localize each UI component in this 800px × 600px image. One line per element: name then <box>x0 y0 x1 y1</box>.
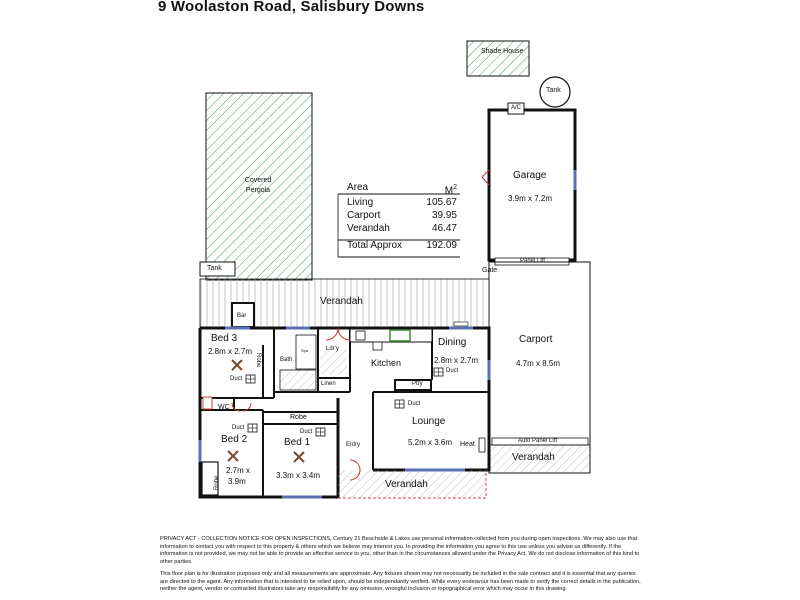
area-header-label: Area <box>347 182 369 193</box>
duct-bed2-label: Duct <box>232 425 245 431</box>
lounge-label: Lounge <box>412 416 446 427</box>
gate-label: Gate <box>482 267 498 274</box>
duct-bed3-label: Duct <box>230 376 243 382</box>
verandah-right-label: Verandah <box>512 452 555 463</box>
bed3-label: Bed 3 <box>211 333 238 344</box>
area-table-header <box>347 180 457 196</box>
laundry-tub <box>320 350 348 375</box>
bar-label: Bar <box>237 313 247 319</box>
bed2-dims-1: 2.7m x <box>226 466 251 475</box>
ldry-label: Ldr'y <box>326 346 339 352</box>
page-title: 9 Woolaston Road, Salisbury Downs <box>158 0 425 15</box>
heat-label: Heat <box>460 441 475 448</box>
robe-bed1-label: Robe <box>290 414 307 421</box>
area-row-verandah: Verandah 46.47 <box>347 223 457 234</box>
area-row-total: Total Approx 192.09 <box>347 240 457 251</box>
entry-label: Entry <box>346 442 361 448</box>
robe-bed3-label: Robe <box>255 353 261 368</box>
auto-panel-lift-label: Auto Panel Lift <box>518 438 558 444</box>
verandah-top-label: Verandah <box>320 296 363 307</box>
duct-lounge-label: Duct <box>408 401 421 407</box>
shower <box>280 370 316 390</box>
privacy-notice: PRIVACY ACT - COLLECTION NOTICE FOR OPEN INSPECTIONS, Century 21 Beachside & Lakes use personal information collected from you during open inspections. We may also use that information to contact you with respect to this property & others which we believe may interest you. In providing the information you agree to this use unless you advise us differently. If the information is not provided, we may not be able to provide an effective service to you, other than in the circumstances allowed under the Privacy Act. We do not disclose information of this kind to other parties. <box>160 536 640 565</box>
garage <box>489 110 575 260</box>
garage-dims: 3.9m x 7.2m <box>508 194 553 203</box>
bed2-dims-2: 3.9m <box>228 477 246 486</box>
area-row-carport: Carport 39.95 <box>347 210 457 221</box>
wc-toilet <box>203 397 212 409</box>
area-row-living: Living 105.67 <box>347 197 457 208</box>
lounge-dims: 5.2m x 3.6m <box>408 438 453 447</box>
bed3-dims: 2.8m x 2.7m <box>208 347 253 356</box>
panel-lift-label: Panel Lift <box>520 258 546 264</box>
verandah-bottom-label: Verandah <box>385 479 428 490</box>
kitchen-label: Kitchen <box>371 358 402 368</box>
dining-label: Dining <box>438 337 467 348</box>
duct-bed1-label: Duct <box>300 429 313 435</box>
duct-dining-label: Duct <box>446 368 459 374</box>
bed1-label: Bed 1 <box>284 437 311 448</box>
tank-left-label: Tank <box>207 265 222 272</box>
carport-dims: 4.7m x 8.5m <box>516 359 561 368</box>
heater <box>479 438 485 452</box>
shade-house-label: Shade House <box>481 48 524 55</box>
ptry-label: Ptry <box>412 381 423 387</box>
spa-label: Spa <box>301 348 309 353</box>
stove <box>390 330 410 341</box>
ac-label: A/C <box>511 105 522 111</box>
fridge-space <box>373 342 382 350</box>
tank-top-label: Tank <box>546 87 561 94</box>
robe-bed2-label: Robe <box>214 475 220 490</box>
area-header-unit: $M^2$ <box>444 184 457 197</box>
sink <box>356 331 365 340</box>
carport-label: Carport <box>519 334 553 345</box>
covered-pergola-label: Covered Pergola <box>244 177 272 194</box>
dining-dims: 2.8m x 2.7m <box>434 356 479 365</box>
bed1-dims: 3.3m x 3.4m <box>276 471 321 480</box>
bath-label: Bath <box>280 357 293 363</box>
wc-label: WC <box>218 404 230 411</box>
garage-label: Garage <box>513 170 547 181</box>
bed2-label: Bed 2 <box>221 434 248 445</box>
floorplan-disclaimer: This floor plan is for illustration purposes only and all measurements are approximate. Any fixtures shown may not necessarily be included in the sale contract and it is essential that any queries are directed to the agent. Any information that is intended to be relied upon, should be independantly verified. While every endeavour has been made to verify the correct details in the publication, neither the agent, vendor or contracted illustrators take any responsibility for any omission, wrongful inclusion or topographical error which may occur in this drawing. <box>160 571 641 593</box>
dining-window-frame <box>454 322 468 326</box>
linen-label: Linen <box>321 381 336 387</box>
area-table <box>347 180 457 252</box>
